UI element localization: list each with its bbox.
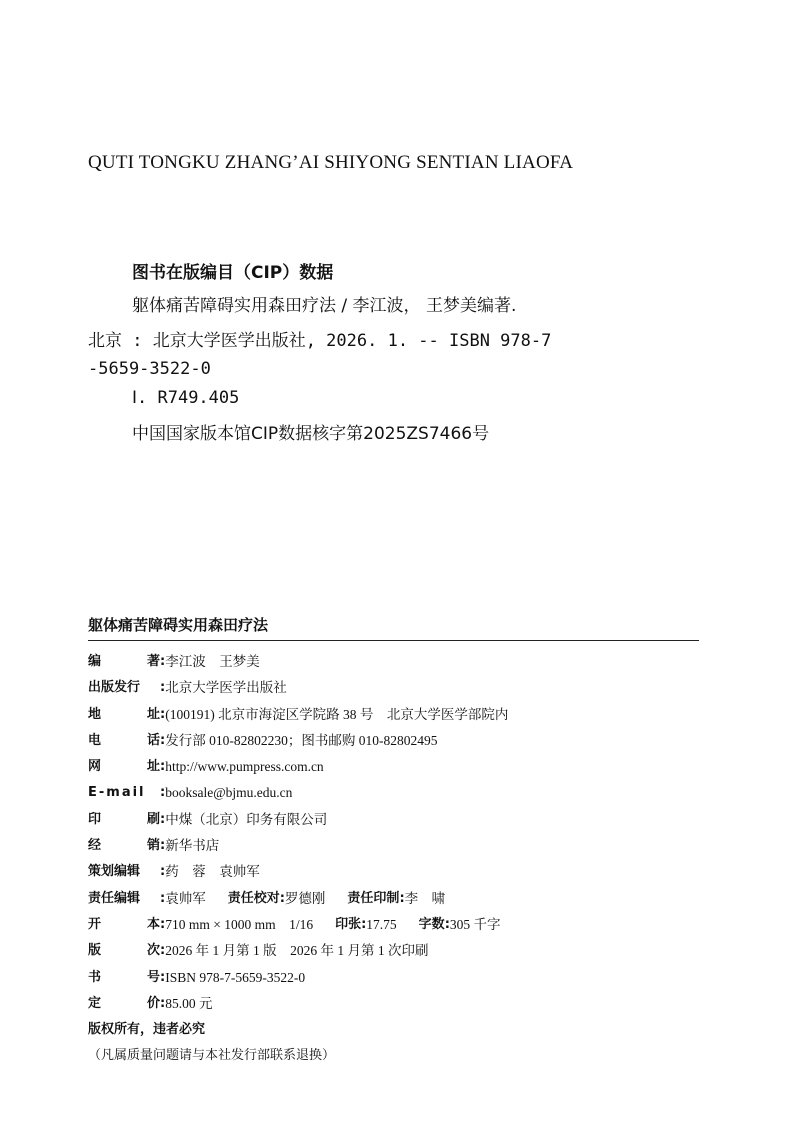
cip-publisher-line: 北京 : 北京大学医学出版社, 2026. 1. -- ISBN 978-7 (88, 331, 552, 351)
word-count-label: 字数 (418, 916, 445, 932)
format-value: 710 mm × 1000 mm 1/16 (165, 916, 314, 932)
row-label: 策划编辑 (88, 864, 141, 880)
cip-title-line: 躯体痛苦障碍实用森田疗法 / 李江波， 王梦美编著. (132, 296, 517, 316)
email-value: booksale@bjmu.edu.cn (165, 785, 293, 801)
row-label: 印 刷 (88, 811, 160, 827)
row-email: E-mail : booksale@bjmu.edu.cn (88, 783, 699, 809)
sheets-value: 17.75 (366, 916, 397, 932)
row-label: 编 著 (88, 654, 160, 669)
colophon-book-title: 躯体痛苦障碍实用森田疗法 (88, 616, 269, 634)
phone-value: 发行部 010-82802230；图书邮购 010-82802495 (165, 732, 438, 748)
row-label: E-mail (88, 785, 146, 801)
print-supervisor-label: 责任印制 (347, 890, 400, 906)
colophon-rows (88, 652, 699, 1066)
row-website: 网 址 : http://www.pumpress.com.cn (88, 757, 699, 783)
proofreader-value: 罗德刚 (284, 890, 326, 906)
distributor-value: 新华书店 (165, 838, 220, 854)
row-publisher: 出版发行 : 北京大学医学出版社 (88, 678, 699, 704)
row-copyright (88, 1020, 699, 1046)
print-supervisor-value: 李 啸 (404, 890, 446, 906)
row-label: 电 话 (88, 732, 160, 748)
website-value: http://www.pumpress.com.cn (165, 759, 324, 775)
row-phone: 电 话 : 发行部 010-82802230；图书邮购 010-82802495 (88, 731, 699, 757)
row-address: 地 址 : (100191) 北京市海淀区学院路 38 号 北京大学医学部院内 (88, 705, 699, 731)
publisher-value: 北京大学医学出版社 (165, 680, 287, 696)
copyright-notice: 版权所有，违者必究 (88, 1022, 206, 1038)
planning-editor-value: 药 蓉 袁帅军 (165, 864, 260, 880)
title-divider (88, 640, 699, 641)
row-label: 网 址 (88, 759, 160, 775)
price-value: 85.00 元 (165, 995, 213, 1011)
cip-isbn-line: -5659-3522-0 (88, 359, 211, 379)
row-label: 经 销 (88, 838, 160, 854)
cip-record-number: 中国国家版本馆CIP数据核字第2025ZS7466号 (132, 424, 490, 444)
row-label: 责任编辑 (88, 890, 141, 906)
sheets-label: 印张 (335, 916, 362, 932)
row-price: 定 价 : 85.00 元 (88, 994, 699, 1020)
row-distributor: 经 销 : 新华书店 (88, 836, 699, 862)
return-policy-notice: （凡属质量问题请与本社发行部联系退换） (88, 1048, 336, 1064)
address-value: (100191) 北京市海淀区学院路 38 号 北京大学医学部院内 (165, 706, 509, 722)
row-responsible: 责任编辑 : 袁帅军 责任校对 : 罗德刚 责任印制 : 李 啸 (88, 889, 699, 915)
edition-value: 2026 年 1 月第 1 版 2026 年 1 月第 1 次印刷 (165, 943, 429, 959)
printer-value: 中煤（北京）印务有限公司 (165, 811, 328, 827)
row-isbn: 书 号 : ISBN 978-7-5659-3522-0 (88, 968, 699, 994)
row-label: 出版发行 (88, 680, 141, 696)
row-editors: 编 著 : 李江波 王梦美 (88, 652, 699, 678)
row-label: 版 次 (88, 943, 160, 959)
row-label: 地 址 (88, 706, 160, 722)
row-label: 开 本 (88, 916, 160, 932)
cip-classification-line: Ⅰ. R749.405 (132, 388, 240, 408)
colophon (88, 614, 699, 1066)
word-count-value: 305 千字 (449, 916, 501, 932)
row-printer: 印 刷 : 中煤（北京）印务有限公司 (88, 810, 699, 836)
row-planning-editor: 策划编辑 : 药 蓉 袁帅军 (88, 862, 699, 888)
row-label: 书 号 (88, 969, 160, 985)
row-format: 开 本 : 710 mm × 1000 mm 1/16 印张 : 17.75 字数 : 305 千字 (88, 915, 699, 941)
isbn-value: ISBN 978-7-5659-3522-0 (165, 969, 306, 985)
cip-heading: 图书在版编目（CIP）数据 (132, 263, 334, 283)
row-edition: 版 次 : 2026 年 1 月第 1 版 2026 年 1 月第 1 次印刷 (88, 941, 699, 967)
pinyin-book-title: QUTI TONGKU ZHANG’AI SHIYONG SENTIAN LIAOFA (88, 152, 574, 173)
row-label: 定 价 (88, 995, 160, 1011)
proofreader-label: 责任校对 (227, 890, 280, 906)
editors-value: 李江波 王梦美 (165, 654, 260, 669)
responsible-editor-value: 袁帅军 (165, 890, 206, 906)
